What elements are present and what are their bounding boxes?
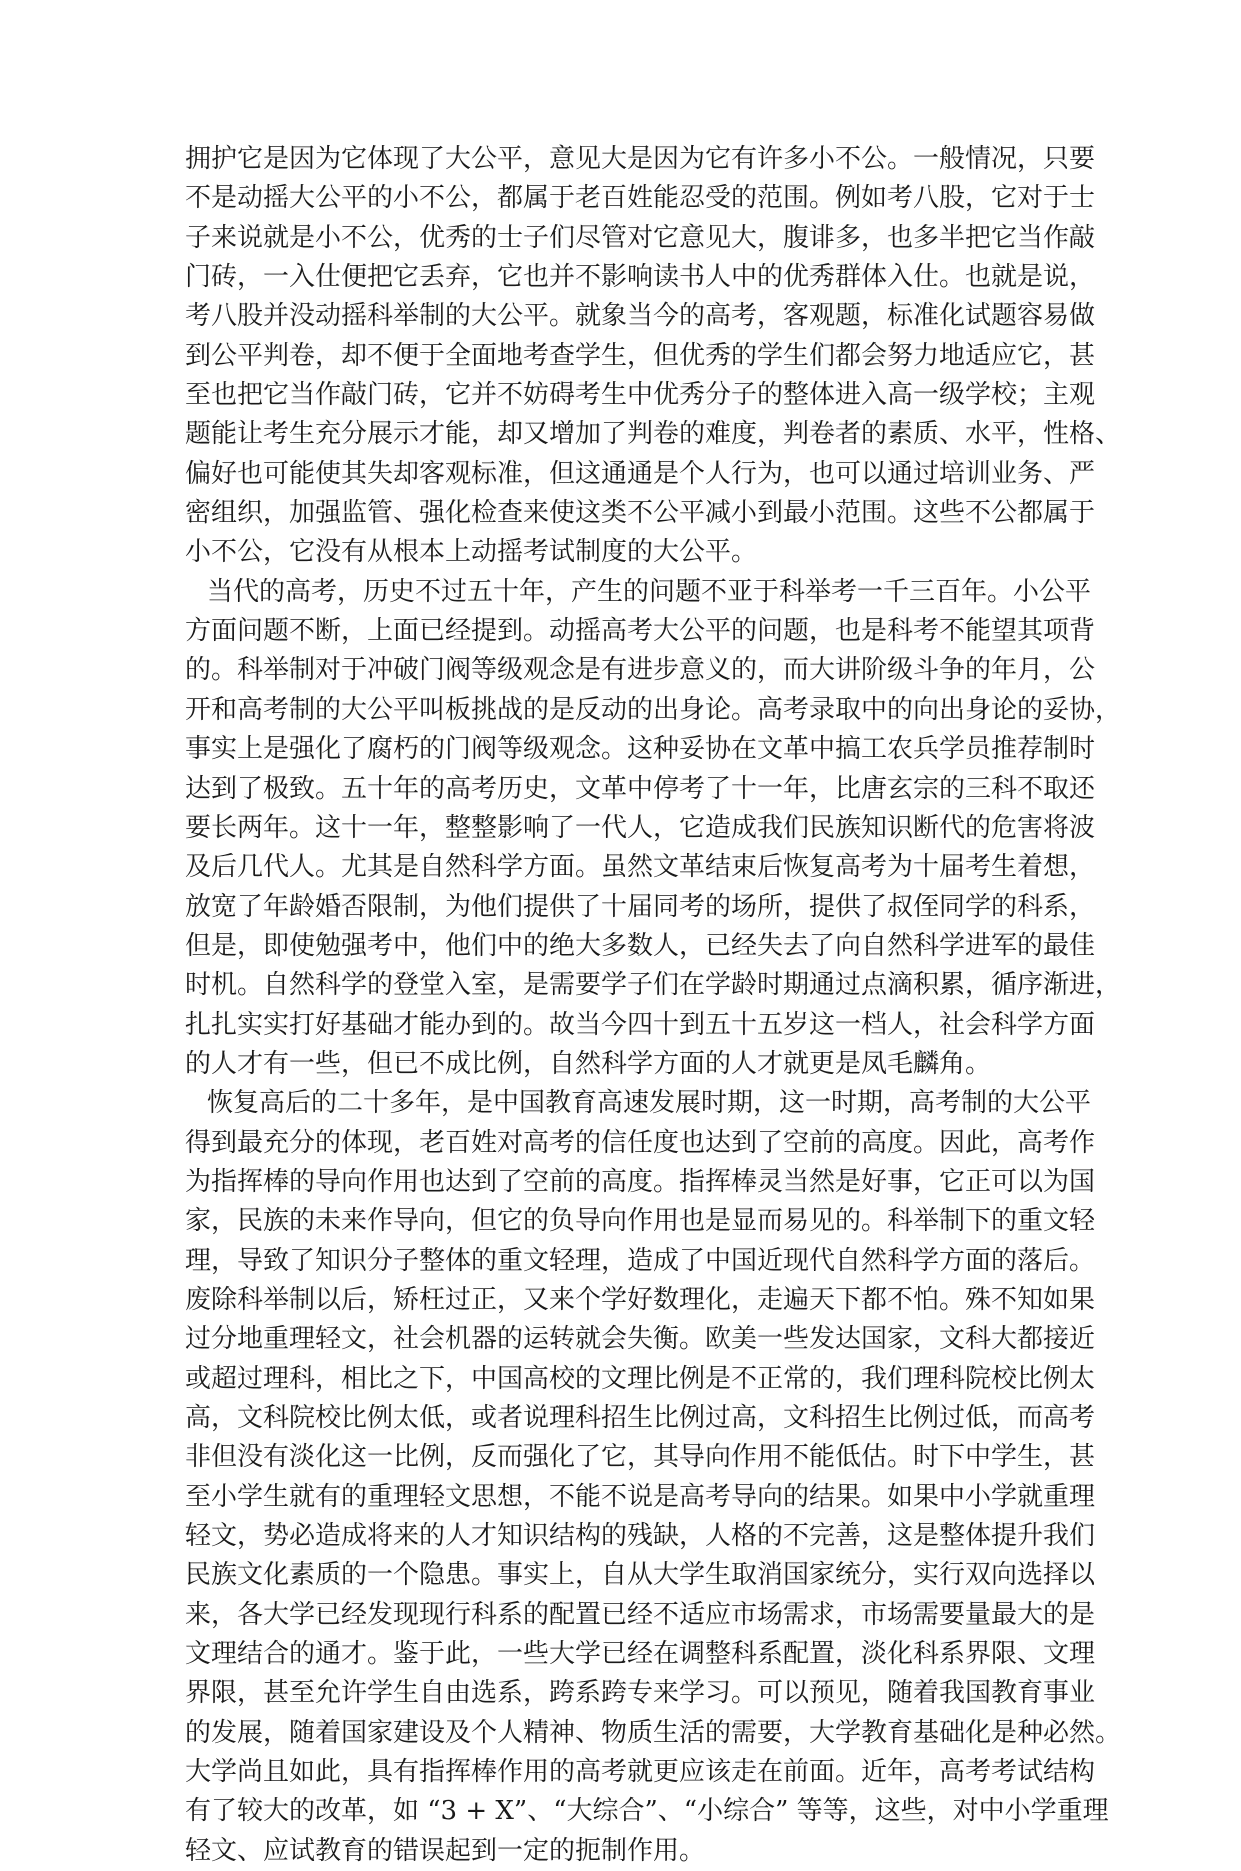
text-line: 理，导致了知识分子整体的重文轻理，造成了中国近现代自然科学方面的落后。 xyxy=(185,1245,1096,1276)
text-line: 事实上是强化了腐朽的门阀等级观念。这种妥协在文革中搞工农兵学员推荐制时 xyxy=(185,734,1096,765)
text-line: 但是，即使勉强考中，他们中的绝大多数人，已经失去了向自然科学进军的最佳 xyxy=(185,930,1096,961)
text-line: 考八股并没动摇科举制的大公平。就象当今的高考，客观题，标准化试题容易做 xyxy=(185,301,1096,332)
text-line: 来，各大学已经发现现行科系的配置已经不适应市场需求，市场需要量最大的是 xyxy=(185,1599,1096,1630)
text-line: 偏好也可能使其失却客观标准，但这通通是个人行为，也可以通过培训业务、严 xyxy=(185,458,1096,489)
text-line: 的人才有一些，但已不成比例，自然科学方面的人才就更是凤毛麟角。 xyxy=(185,1048,992,1079)
text-line: 拥护它是因为它体现了大公平，意见大是因为它有许多小不公。一般情况，只要 xyxy=(185,144,1096,174)
text-line: 题能让考生充分展示才能，却又增加了判卷的难度，判卷者的素质、水平，性格、 xyxy=(185,419,1122,450)
text-line: 文理结合的通才。鉴于此，一些大学已经在调整科系配置，淡化科系界限、文理 xyxy=(185,1639,1096,1670)
text-line: 轻文、应试教育的错误起到一定的扼制作用。 xyxy=(185,1835,706,1866)
text-line: 为指挥棒的导向作用也达到了空前的高度。指挥棒灵当然是好事，它正可以为国 xyxy=(185,1166,1096,1197)
text-line: 界限，甚至允许学生自由选系，跨系跨专来学习。可以预见，随着我国教育事业 xyxy=(185,1678,1096,1709)
text-line: 大学尚且如此，具有指挥棒作用的高考就更应该走在前面。近年，高考考试结构 xyxy=(185,1757,1096,1788)
text-line: 门砖，一入仕便把它丢弃，它也并不影响读书人中的优秀群体入仕。也就是说， xyxy=(185,262,1096,293)
text-line: 废除科举制以后，矫枉过正，又来个学好数理化，走遍天下都不怕。殊不知如果 xyxy=(185,1284,1096,1315)
text-line: 密组织，加强监管、强化检查来使这类不公平减小到最小范围。这些不公都属于 xyxy=(185,498,1096,529)
text-line: 的发展，随着国家建设及个人精神、物质生活的需要，大学教育基础化是种必然。 xyxy=(185,1717,1122,1748)
text-line: 不是动摇大公平的小不公，都属于老百姓能忍受的范围。例如考八股，它对于士 xyxy=(185,183,1096,214)
text-line: 的。科举制对于冲破门阀等级观念是有进步意义的，而大讲阶级斗争的年月，公 xyxy=(185,655,1096,686)
text-line: 至也把它当作敲门砖，它并不妨碍考生中优秀分子的整体进入高一级学校；主观 xyxy=(185,380,1096,411)
text-line: 至小学生就有的重理轻文思想，不能不说是高考导向的结果。如果中小学就重理 xyxy=(185,1481,1096,1512)
text-line: 或超过理科，相比之下，中国高校的文理比例是不正常的，我们理科院校比例太 xyxy=(185,1363,1096,1394)
text-line: 放宽了年龄婚否限制，为他们提供了十届同考的场所，提供了叔侄同学的科系， xyxy=(185,891,1096,922)
text-line: 有了较大的改革，如 “3 + X”、“大综合”、“小综合” 等等，这些，对中小学重理 xyxy=(185,1796,1109,1827)
text-line: 过分地重理轻文，社会机器的运转就会失衡。欧美一些发达国家，文科大都接近 xyxy=(185,1324,1096,1355)
paragraph-1 xyxy=(185,140,1122,573)
text-line: 高，文科院校比例太低，或者说理科招生比例过高，文科招生比例过低，而高考 xyxy=(185,1403,1096,1433)
text-line: 达到了极致。五十年的高考历史，文革中停考了十一年，比唐玄宗的三科不取还 xyxy=(185,773,1096,804)
text-line: 子来说就是小不公，优秀的士子们尽管对它意见大，腹诽多，也多半把它当作敲 xyxy=(185,222,1096,253)
text-line: 得到最充分的体现，老百姓对高考的信任度也达到了空前的高度。因此，高考作 xyxy=(185,1127,1096,1158)
text-line: 民族文化素质的一个隐患。事实上，自从大学生取消国家统分，实行双向选择以 xyxy=(185,1560,1096,1591)
text-line: 扎扎实实打好基础才能办到的。故当今四十到五十五岁这一档人，社会科学方面 xyxy=(185,1009,1096,1040)
text-line: 要长两年。这十一年，整整影响了一代人，它造成我们民族知识断代的危害将波 xyxy=(185,812,1096,843)
text-line: 及后几代人。尤其是自然科学方面。虽然文革结束后恢复高考为十届考生着想， xyxy=(185,852,1096,883)
document-page xyxy=(185,140,1122,1866)
paragraph-2 xyxy=(185,573,1122,1084)
text-line: 当代的高考，历史不过五十年，产生的问题不亚于科举考一千三百年。小公平 xyxy=(207,576,1092,607)
text-line: 到公平判卷，却不便于全面地考查学生，但优秀的学生们都会努力地适应它，甚 xyxy=(185,340,1096,371)
text-line: 轻文，势必造成将来的人才知识结构的残缺，人格的不完善，这是整体提升我们 xyxy=(185,1521,1096,1552)
text-line: 恢复高后的二十多年，是中国教育高速发展时期，这一时期，高考制的大公平 xyxy=(207,1088,1092,1119)
text-line: 开和高考制的大公平叫板挑战的是反动的出身论。高考录取中的向出身论的妥协， xyxy=(185,694,1122,725)
text-line: 非但没有淡化这一比例，反而强化了它，其导向作用不能低估。时下中学生，甚 xyxy=(185,1442,1096,1473)
paragraph-3 xyxy=(185,1084,1122,1871)
text-line: 时机。自然科学的登堂入室，是需要学子们在学龄时期通过点滴积累，循序渐进， xyxy=(185,970,1122,1001)
text-line: 方面问题不断，上面已经提到。动摇高考大公平的问题，也是科考不能望其项背 xyxy=(185,616,1096,647)
text-line: 小不公，它没有从根本上动摇考试制度的大公平。 xyxy=(185,537,758,568)
text-line: 家，民族的未来作导向，但它的负导向作用也是显而易见的。科举制下的重文轻 xyxy=(185,1206,1096,1237)
